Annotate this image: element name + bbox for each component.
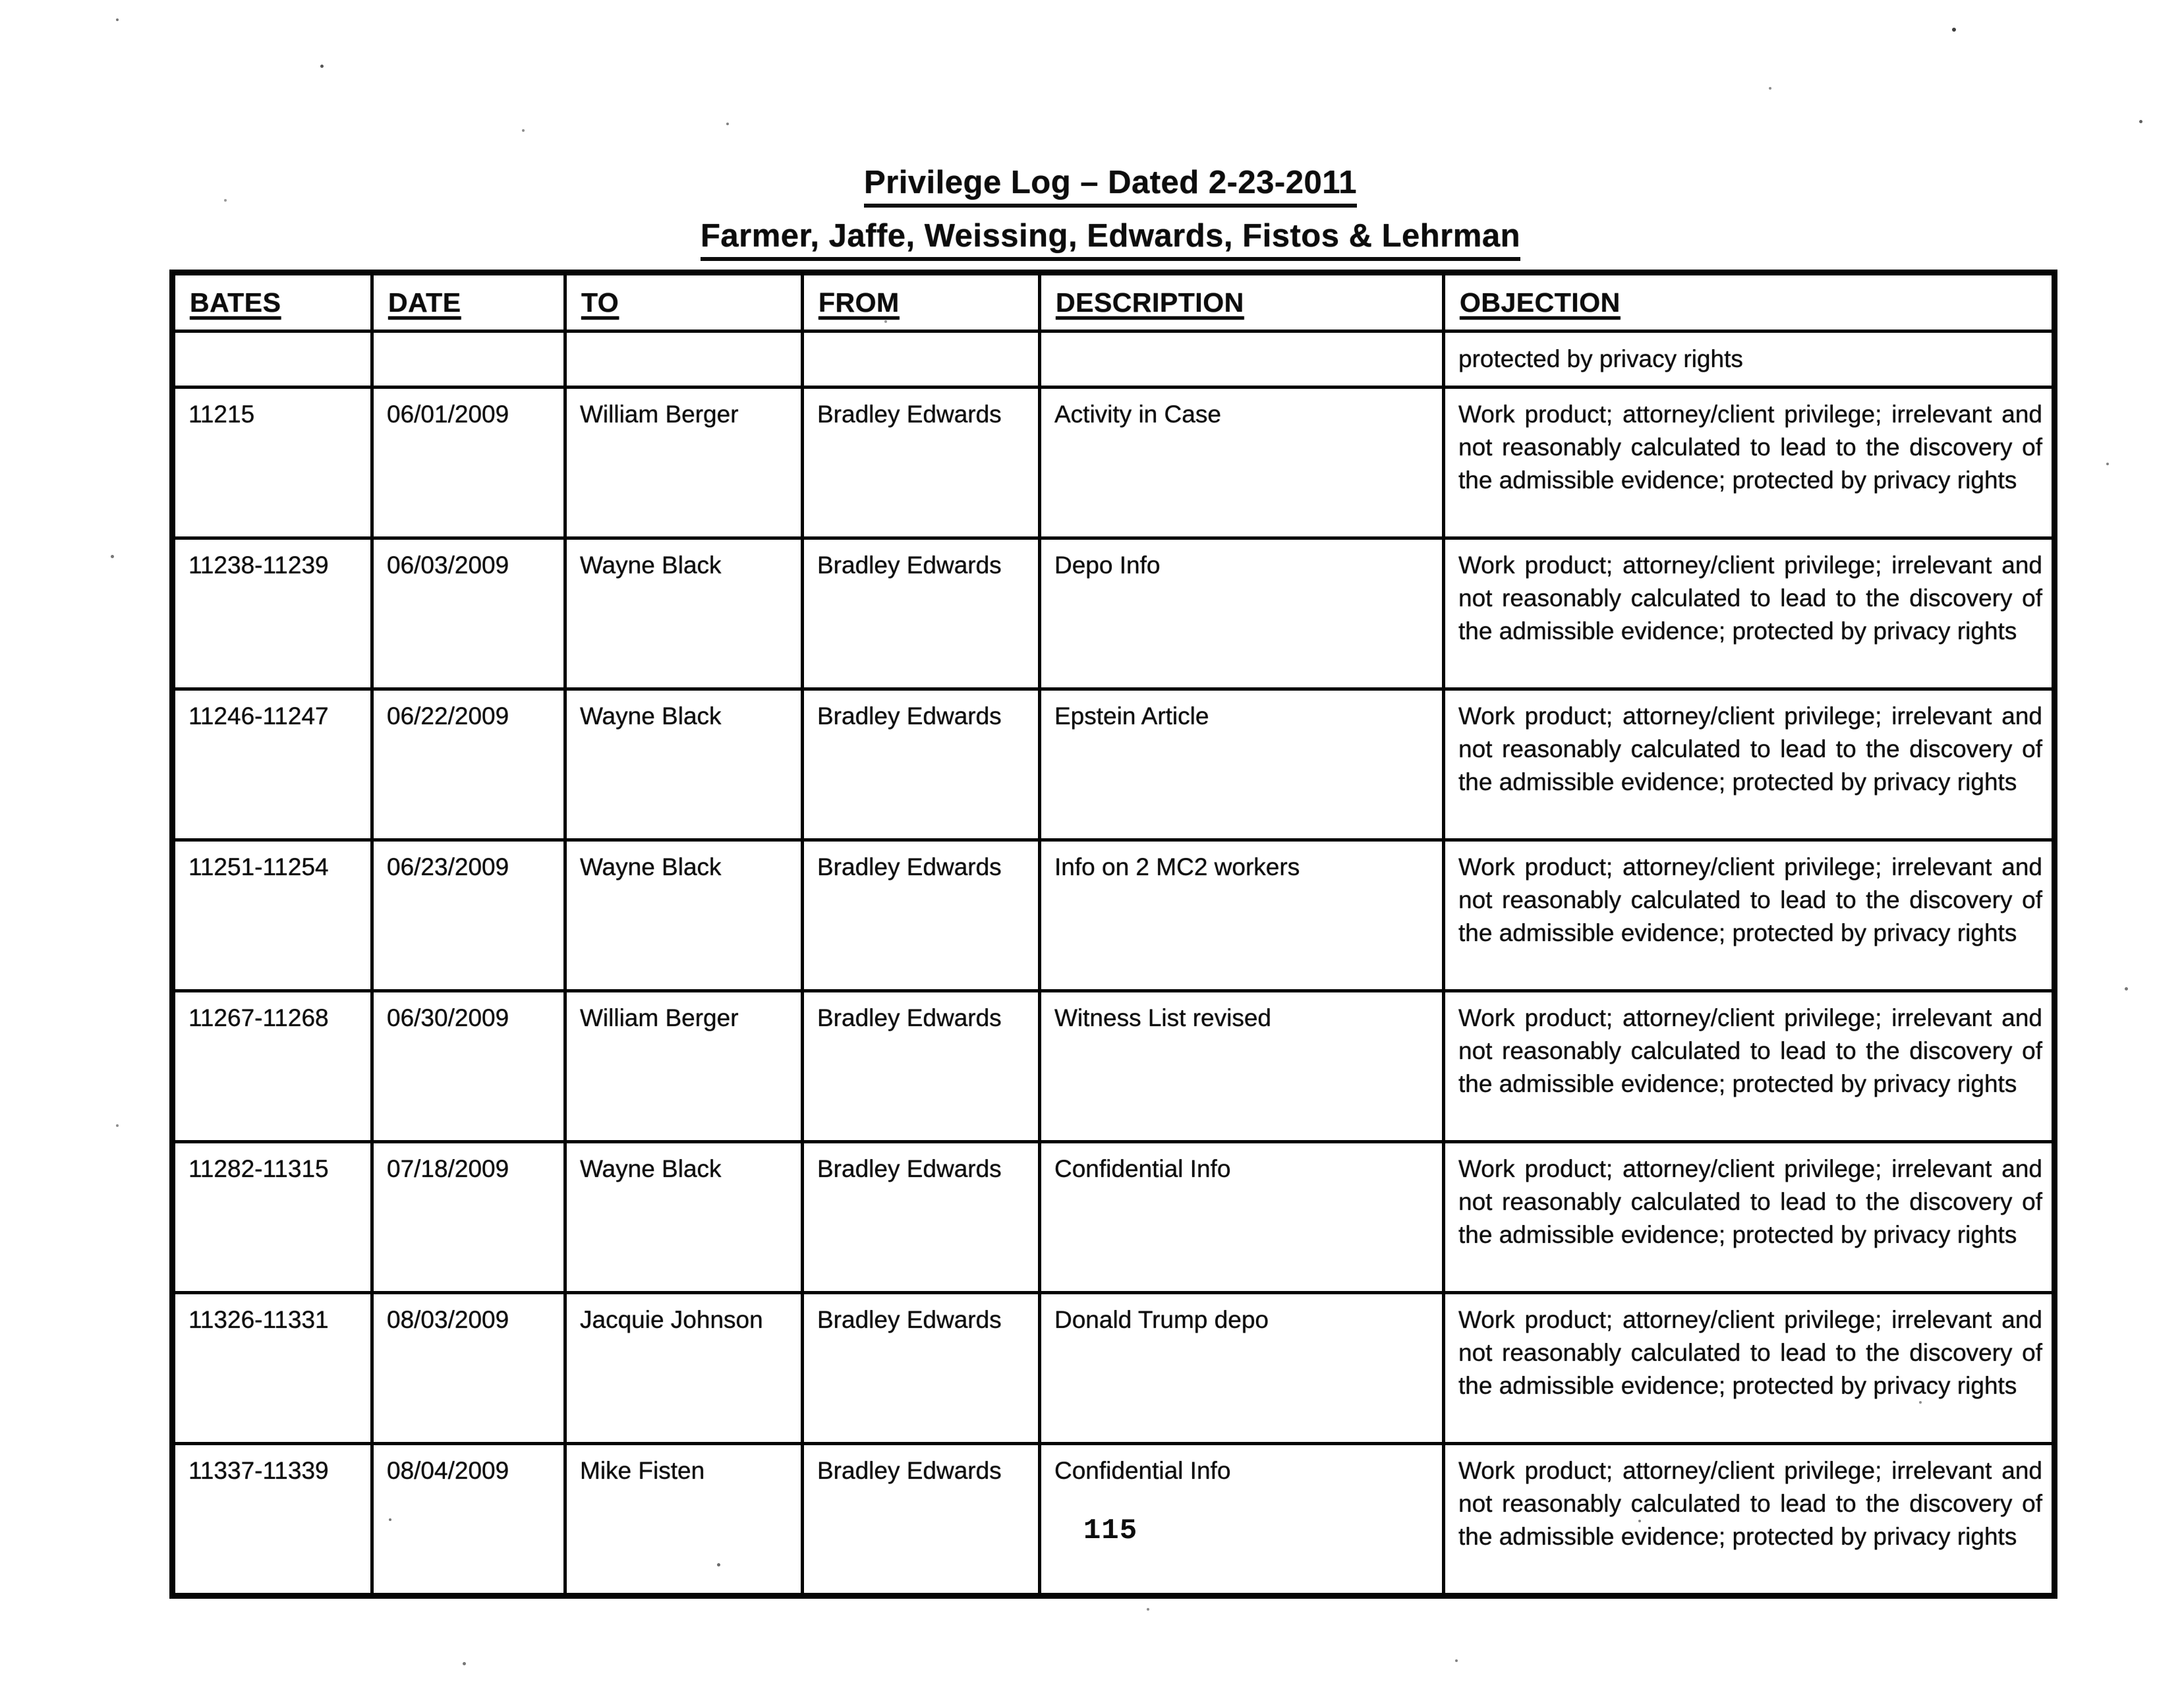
cell-date: [372, 331, 565, 387]
cell-to: Jacquie Johnson: [565, 1293, 803, 1444]
scan-speck: [1638, 1520, 1641, 1522]
column-header-objection: OBJECTION: [1444, 273, 2055, 331]
cell-bates: 11238-11239: [173, 538, 372, 689]
cell-bates: [173, 331, 372, 387]
column-header-date: DATE: [372, 273, 565, 331]
cell-objection: Work product; attorney/client privilege; irrelevant and not reasonably calculated to lead to the discovery of the admissible evidence; protected by privacy rights: [1444, 1293, 2055, 1444]
scan-speck: [2125, 987, 2128, 990]
scan-speck: [1455, 1659, 1458, 1662]
cell-description: Epstein Article: [1040, 689, 1444, 840]
cell-date: 06/30/2009: [372, 991, 565, 1142]
cell-date: 06/23/2009: [372, 840, 565, 991]
cell-from: Bradley Edwards: [803, 387, 1040, 538]
scan-speck: [2139, 120, 2142, 123]
cell-from: [803, 331, 1040, 387]
scan-speck: [389, 1518, 391, 1521]
scan-speck: [1769, 87, 1771, 90]
cell-date: 06/03/2009: [372, 538, 565, 689]
scan-speck: [726, 123, 729, 125]
cell-objection: Work product; attorney/client privilege; irrelevant and not reasonably calculated to lead to the discovery of the admissible evidence; protected by privacy rights: [1444, 991, 2055, 1142]
cell-bates: 11282-11315: [173, 1142, 372, 1293]
table-row: [173, 1142, 2055, 1293]
scan-speck: [1919, 1401, 1922, 1404]
cell-bates: 11326-11331: [173, 1293, 372, 1444]
cell-description: Witness List revised: [1040, 991, 1444, 1142]
cell-objection: Work product; attorney/client privilege; irrelevant and not reasonably calculated to lead to the discovery of the admissible evidence; protected by privacy rights: [1444, 689, 2055, 840]
cell-objection: Work product; attorney/client privilege; irrelevant and not reasonably calculated to lead to the discovery of the admissible evidence; protected by privacy rights: [1444, 1142, 2055, 1293]
cell-objection: protected by privacy rights: [1444, 331, 2055, 387]
table-row: [173, 991, 2055, 1142]
scan-speck: [224, 199, 227, 202]
scan-speck: [1147, 1608, 1149, 1611]
scan-speck: [884, 320, 887, 323]
scan-speck: [111, 555, 114, 558]
cell-from: Bradley Edwards: [803, 689, 1040, 840]
cell-description: Depo Info: [1040, 538, 1444, 689]
scan-speck: [116, 1124, 119, 1127]
cell-from: Bradley Edwards: [803, 1444, 1040, 1596]
privilege-log-table: [169, 270, 2057, 1599]
cell-bates: 11215: [173, 387, 372, 538]
table-row: [173, 538, 2055, 689]
column-header-to: TO: [565, 273, 803, 331]
cell-to: Wayne Black: [565, 840, 803, 991]
cell-from: Bradley Edwards: [803, 1142, 1040, 1293]
cell-to: Wayne Black: [565, 538, 803, 689]
cell-from: Bradley Edwards: [803, 840, 1040, 991]
scan-speck: [717, 1563, 720, 1566]
cell-bates: 11337-11339: [173, 1444, 372, 1596]
scan-speck: [463, 1662, 466, 1665]
cell-objection: Work product; attorney/client privilege; irrelevant and not reasonably calculated to lead to the discovery of the admissible evidence; protected by privacy rights: [1444, 1444, 2055, 1596]
table-row: [173, 840, 2055, 991]
cell-objection: Work product; attorney/client privilege; irrelevant and not reasonably calculated to lead to the discovery of the admissible evidence; protected by privacy rights: [1444, 387, 2055, 538]
cell-description: Activity in Case: [1040, 387, 1444, 538]
table-row: [173, 387, 2055, 538]
cell-description: Confidential Info: [1040, 1142, 1444, 1293]
cell-from: Bradley Edwards: [803, 538, 1040, 689]
table-header-row: [173, 273, 2055, 331]
cell-to: William Berger: [565, 387, 803, 538]
cell-description: Confidential Info: [1040, 1444, 1444, 1596]
column-header-from: FROM: [803, 273, 1040, 331]
column-header-bates: BATES: [173, 273, 372, 331]
scan-speck: [116, 18, 119, 21]
cell-objection: Work product; attorney/client privilege; irrelevant and not reasonably calculated to lead to the discovery of the admissible evidence; protected by privacy rights: [1444, 840, 2055, 991]
column-header-description: DESCRIPTION: [1040, 273, 1444, 331]
cell-objection: Work product; attorney/client privilege; irrelevant and not reasonably calculated to lead to the discovery of the admissible evidence; protected by privacy rights: [1444, 538, 2055, 689]
cell-description: Info on 2 MC2 workers: [1040, 840, 1444, 991]
table-row-continuation: [173, 331, 2055, 387]
page-number: 115: [1083, 1514, 1138, 1547]
scan-speck: [320, 65, 324, 68]
cell-description: Donald Trump depo: [1040, 1293, 1444, 1444]
cell-date: 06/22/2009: [372, 689, 565, 840]
cell-date: 08/04/2009: [372, 1444, 565, 1596]
cell-bates: 11251-11254: [173, 840, 372, 991]
cell-date: 06/01/2009: [372, 387, 565, 538]
cell-from: Bradley Edwards: [803, 991, 1040, 1142]
cell-to: William Berger: [565, 991, 803, 1142]
cell-bates: 11267-11268: [173, 991, 372, 1142]
cell-description: [1040, 331, 1444, 387]
cell-to: Wayne Black: [565, 1142, 803, 1293]
cell-to: Wayne Black: [565, 689, 803, 840]
table-row: [173, 689, 2055, 840]
cell-bates: 11246-11247: [173, 689, 372, 840]
document-subtitle: Farmer, Jaffe, Weissing, Edwards, Fistos & Lehrman: [169, 217, 2052, 261]
scan-speck: [1952, 28, 1956, 32]
cell-to: [565, 331, 803, 387]
cell-from: Bradley Edwards: [803, 1293, 1040, 1444]
document-header: [169, 163, 2052, 261]
scan-speck: [2106, 463, 2109, 465]
document-title: Privilege Log – Dated 2-23-2011: [169, 163, 2052, 208]
table-row: [173, 1293, 2055, 1444]
cell-date: 08/03/2009: [372, 1293, 565, 1444]
scan-speck: [522, 129, 525, 132]
cell-to: Mike Fisten: [565, 1444, 803, 1596]
cell-date: 07/18/2009: [372, 1142, 565, 1293]
